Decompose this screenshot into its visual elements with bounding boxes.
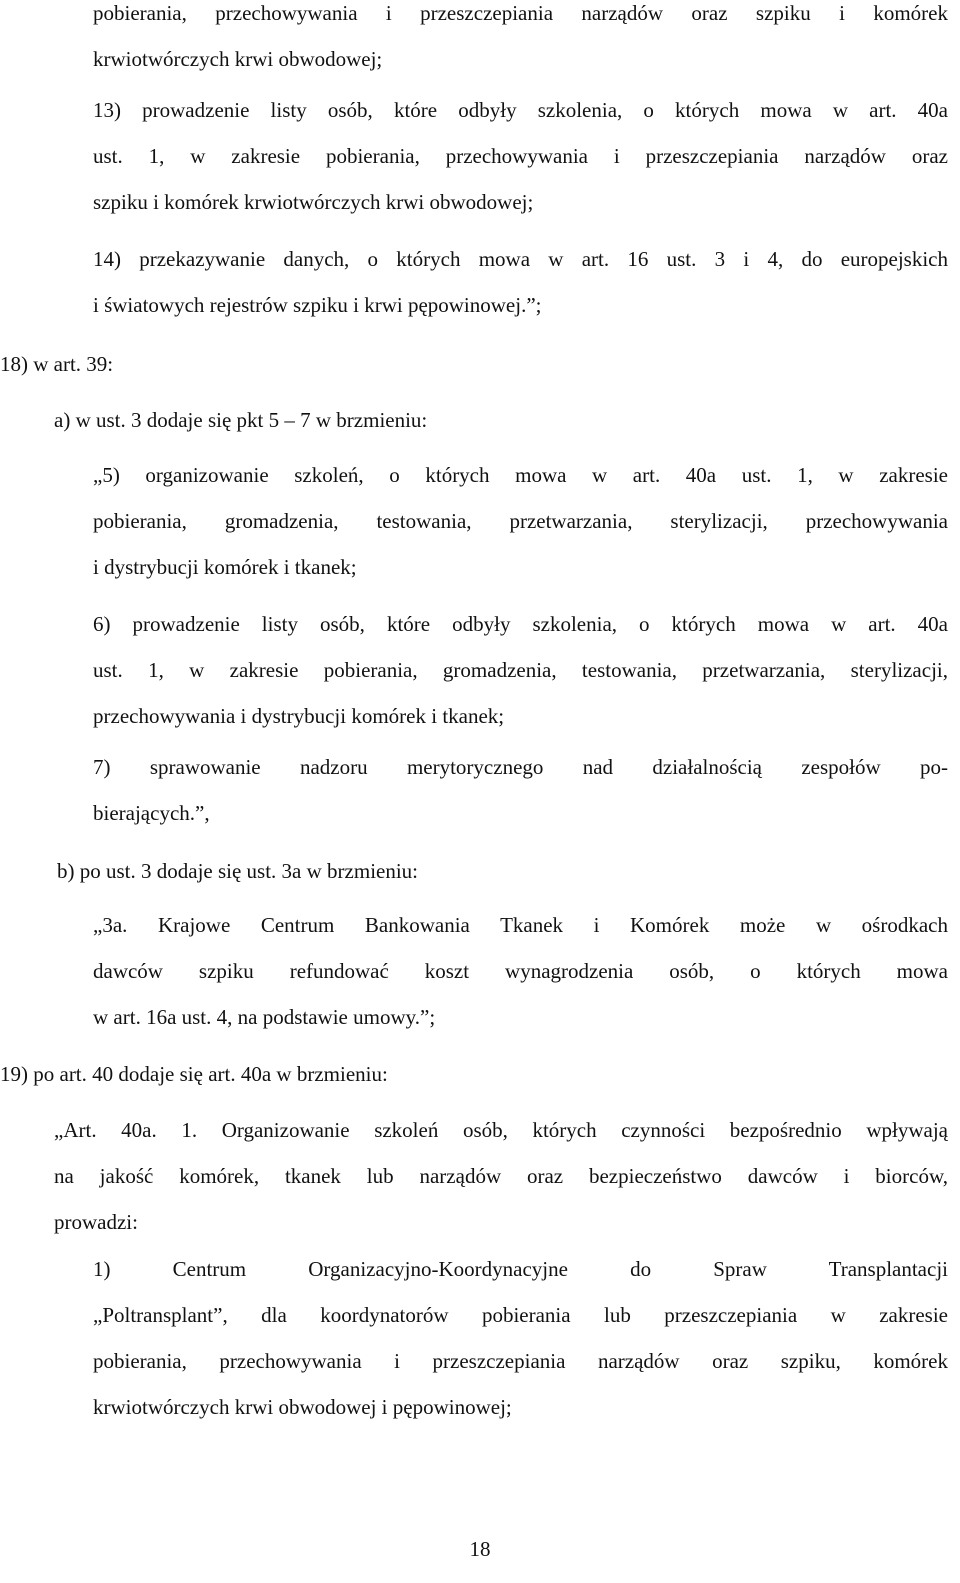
list-item-14 xyxy=(93,236,948,328)
text-line: dawców szpiku refundować koszt wynagrodzenia osób, o których mowa xyxy=(93,959,948,983)
paragraph-item-12-continuation xyxy=(93,0,948,82)
article-40a-list-item-1 xyxy=(93,1246,948,1430)
text-line: na jakość komórek, tkanek lub narządów oraz bezpieczeństwo dawców i biorców, xyxy=(54,1164,948,1188)
text-line: ust. 1, w zakresie pobierania, przechowywania i przeszczepiania narządów oraz xyxy=(93,144,948,168)
text-line: 13) prowadzenie listy osób, które odbyły szkolenia, o których mowa w art. 40a xyxy=(93,98,948,122)
paragraph-3a xyxy=(93,902,948,1040)
letter-a-heading xyxy=(54,397,654,443)
article-40a xyxy=(54,1107,948,1245)
text-line: krwiotwórczych krwi obwodowej i pępowinowej; xyxy=(93,1395,512,1419)
point-19-heading xyxy=(0,1051,600,1097)
text-line: 7) sprawowanie nadzoru merytorycznego nad działalnością zespołów po- xyxy=(93,755,948,779)
text-line: 6) prowadzenie listy osób, które odbyły szkolenia, o których mowa w art. 40a xyxy=(93,612,948,636)
list-item-13 xyxy=(93,87,948,225)
point-18-heading xyxy=(0,341,400,387)
page-number: 18 xyxy=(469,1537,491,1561)
text-line: przechowywania i dystrybucji komórek i tkanek; xyxy=(93,704,505,728)
text-line: b) po ust. 3 dodaje się ust. 3a w brzmieniu: xyxy=(57,859,419,883)
text-line: w art. 16a ust. 4, na podstawie umowy.”; xyxy=(93,1005,436,1029)
list-item-6 xyxy=(93,601,948,739)
text-line: a) w ust. 3 dodaje się pkt 5 – 7 w brzmieniu: xyxy=(54,408,428,432)
text-line: pobierania, gromadzenia, testowania, przetwarzania, sterylizacji, przechowywania xyxy=(93,509,948,533)
text-line: „Art. 40a. 1. Organizowanie szkoleń osób, których czynności bezpośrednio wpływają xyxy=(54,1118,948,1142)
text-line: 1) Centrum Organizacyjno-Koordynacyjne do Spraw Transplantacji xyxy=(93,1257,948,1281)
text-line: pobierania, przechowywania i przeszczepiania narządów oraz szpiku, komórek xyxy=(93,1349,948,1373)
text-line: ust. 1, w zakresie pobierania, gromadzenia, testowania, przetwarzania, sterylizacji, xyxy=(93,658,948,682)
text-line: szpiku i komórek krwiotwórczych krwi obwodowej; xyxy=(93,190,534,214)
text-line: 14) przekazywanie danych, o których mowa w art. 16 ust. 3 i 4, do europejskich xyxy=(93,247,948,271)
text-line: pobierania, przechowywania i przeszczepiania narządów oraz szpiku i komórek xyxy=(93,1,948,25)
text-line: prowadzi: xyxy=(54,1210,138,1234)
text-line: „3a. Krajowe Centrum Bankowania Tkanek i Komórek może w ośrodkach xyxy=(93,913,948,937)
list-item-5 xyxy=(93,452,948,590)
text-line: 18) w art. 39: xyxy=(0,352,114,376)
letter-b-heading xyxy=(57,848,657,894)
text-line: bierających.”, xyxy=(93,801,210,825)
text-line: 19) po art. 40 dodaje się art. 40a w brzmieniu: xyxy=(0,1062,388,1086)
text-line: „5) organizowanie szkoleń, o których mowa w art. 40a ust. 1, w zakresie xyxy=(93,463,948,487)
text-line: krwiotwórczych krwi obwodowej; xyxy=(93,47,383,71)
list-item-7 xyxy=(93,744,948,836)
text-line: „Poltransplant”, dla koordynatorów pobierania lub przeszczepiania w zakresie xyxy=(93,1303,948,1327)
text-line: i dystrybucji komórek i tkanek; xyxy=(93,555,357,579)
text-line: i światowych rejestrów szpiku i krwi pępowinowej.”; xyxy=(93,293,542,317)
